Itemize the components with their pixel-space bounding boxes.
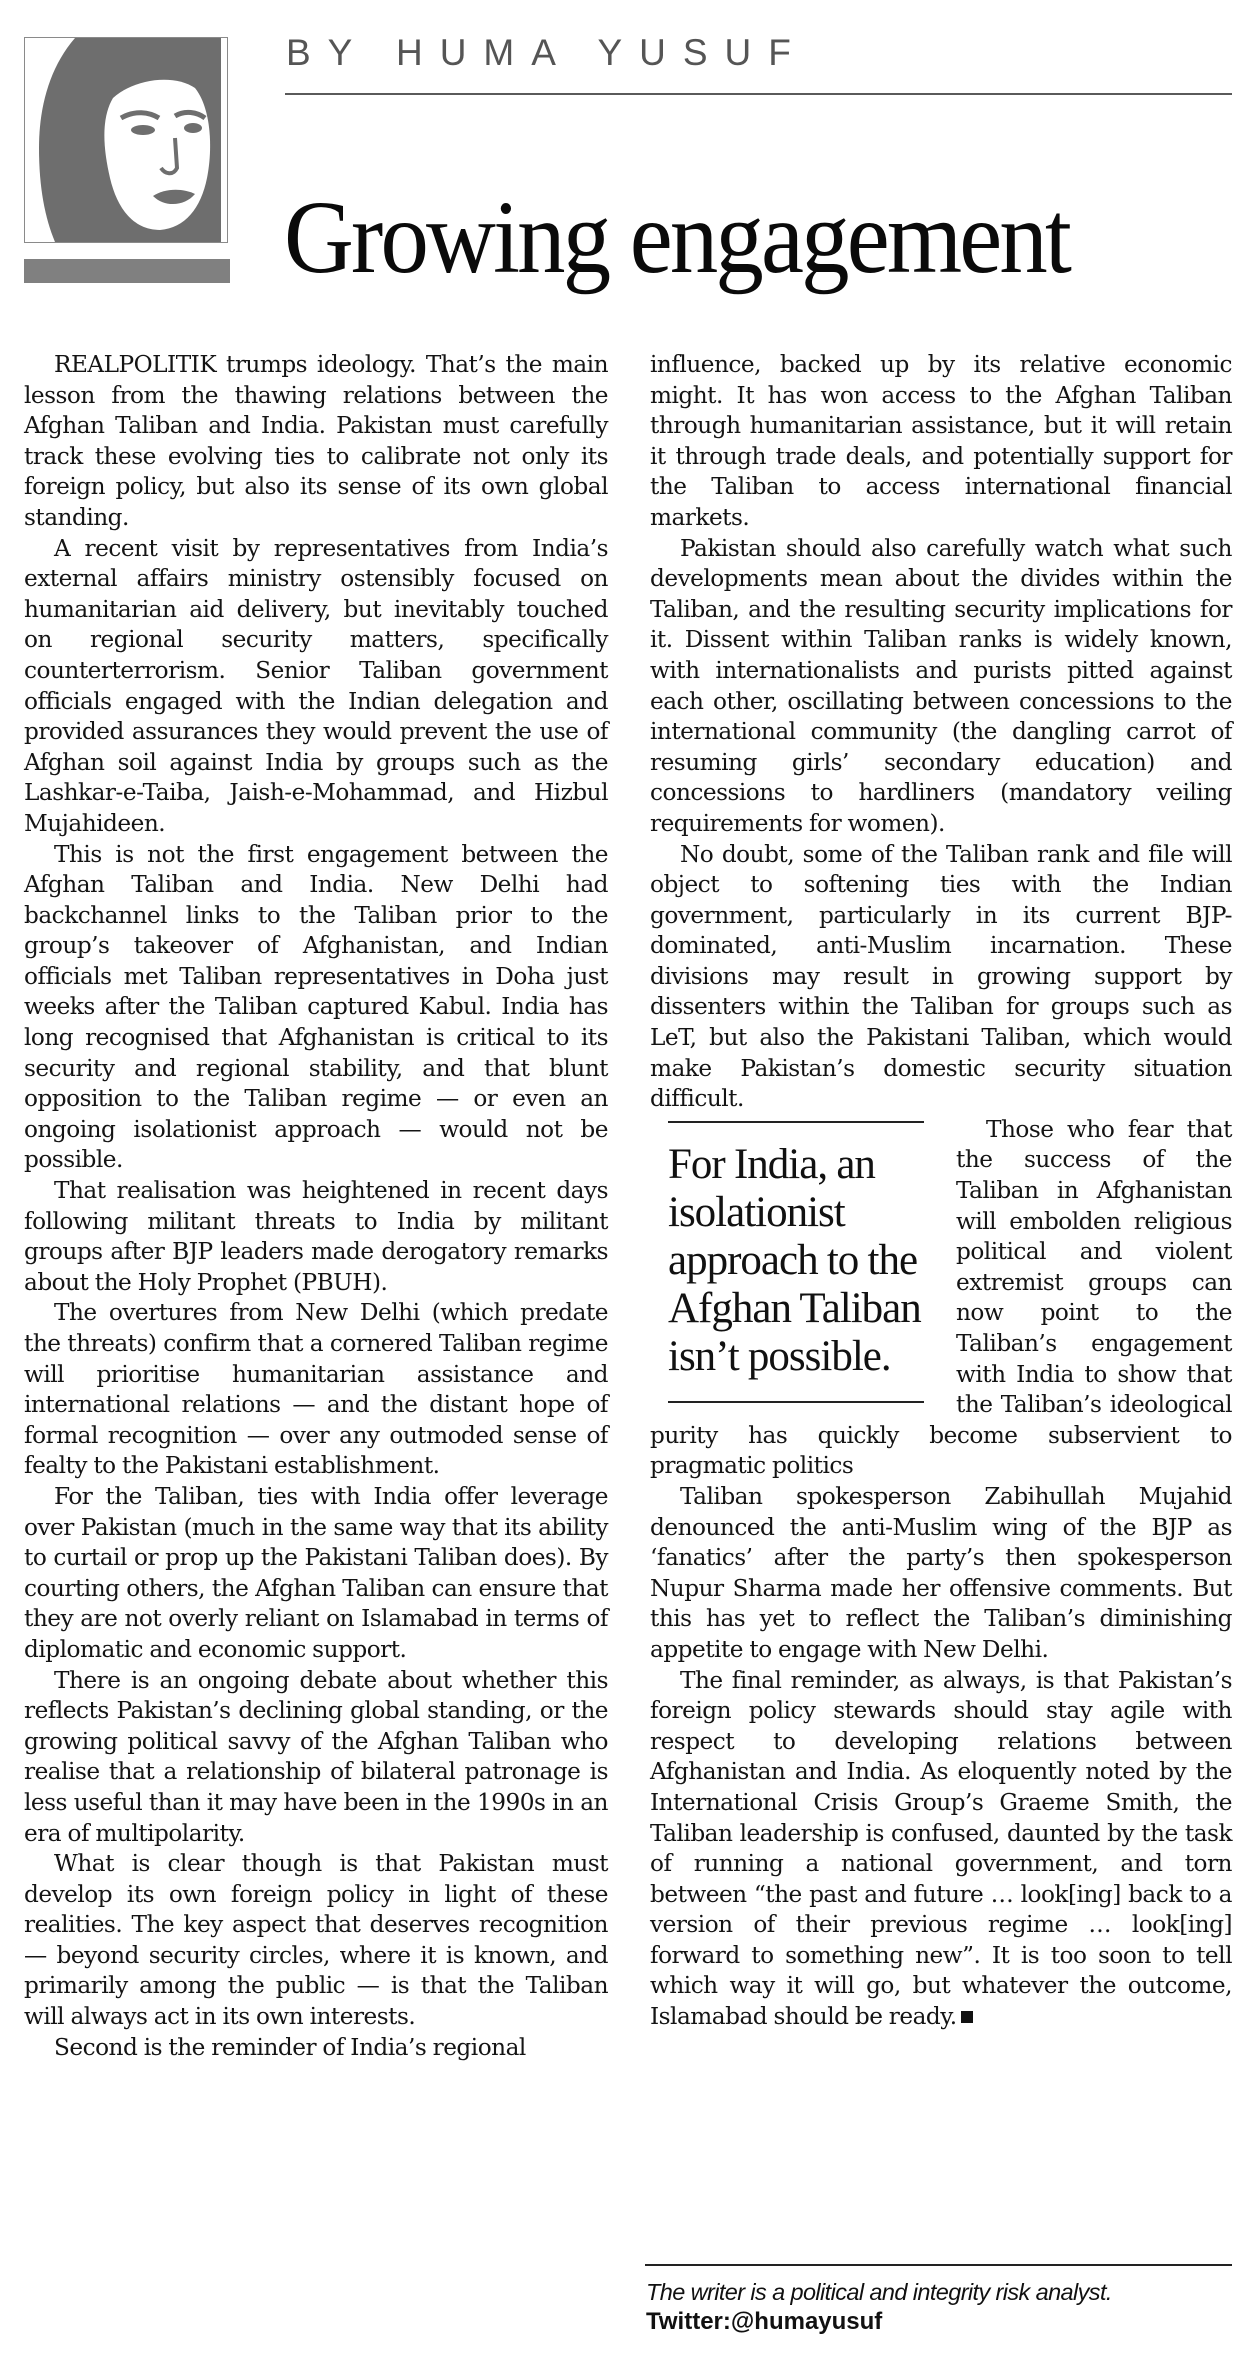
author-portrait xyxy=(24,37,228,243)
paragraph: This is not the first engagement between the Afghan Taliban and India. New Delhi had backchannel links to the Taliban prior to the group’s takeover of Afghanistan, and Indian officials met Taliban representatives in Doha just weeks after the Taliban captured Kabul. India has long recognised that Afghanistan is critical to its security and regional stability, and that blunt opposition to the Taliban regime — or even an ongoing isolationist approach — would not be possible. xyxy=(24,840,608,1174)
byline-divider xyxy=(285,93,1232,95)
paragraph: What is clear though is that Pakistan must develop its own foreign policy in light of these realities. The key aspect that deserves recognition — beyond security circles, where it is known, and primarily among the public — is that the Taliban will always act in its own interests. xyxy=(24,1850,608,2031)
article-column-right xyxy=(650,350,1232,2033)
paragraph: Pakistan should also carefully watch what such developments mean about the divides within the Taliban, and the resulting security implications for it. Dissent within Taliban ranks is widely known, with internationalists and purists pitted against each other, oscillating between concessions to the international community (the dangling carrot of resuming girls’ secondary education) and concessions to hardliners (mandatory veiling requirements for women). xyxy=(650,534,1232,837)
paragraph-text: No doubt, some of the Taliban rank and file will object to softening ties with the Indian government, particularly in its current BJP-dominated, anti-Muslim incarnation. These divisions may result in growing support by dissenters within the Taliban for groups such as LeT, but also the Pakistani Taliban, which would make Pakistan’s domestic security situation difficult. xyxy=(650,840,1232,1113)
paragraph: REALPOLITIK trumps ideology. That’s the main lesson from the thawing relations between the Afghan Taliban and India. Pakistan must carefully track these evolving ties to calibrate not only its foreign policy, but also its sense of its own global standing. xyxy=(24,351,608,531)
paragraph: That realisation was heightened in recent days following militant threats to India by militant groups after BJP leaders made derogatory remarks about the Holy Prophet (PBUH). xyxy=(24,1177,608,1296)
end-mark-icon xyxy=(961,2011,973,2023)
portrait-accent-bar xyxy=(24,259,230,283)
article-column-left xyxy=(24,350,608,2063)
footer-divider xyxy=(645,2264,1232,2266)
paragraph: Those who fear that the success of the Taliban in Afghanistan will embolden religious political and violent extremist groups can now point to the Taliban’s engagement with India to show that the Taliban’s ideological purity has quickly become subservient to pragmatic politics xyxy=(650,1115,1232,1480)
paragraph xyxy=(650,1666,1232,2033)
paragraph: Second is the reminder of India’s regional xyxy=(54,2033,526,2061)
paragraph-continued: influence, backed up by its relative economic might. It has won access to the Afghan Taliban through humanitarian assistance, but it will retain it through trade deals, and potentially support for the Taliban to access international financial markets. xyxy=(650,351,1232,531)
headline: Growing engagement xyxy=(284,180,1070,295)
author-portrait-icon xyxy=(25,38,227,242)
pull-quote: For India, an isolationist approach to the Afghan Taliban isn’t possible. xyxy=(668,1140,921,1380)
paragraph-text: The final reminder, as always, is that Pakistan’s foreign policy stewards should stay agile with respect to developing relations between Afghanistan and India. As eloquently noted by the International Crisis Group’s Graeme Smith, the Taliban leadership is confused, daunted by the task of running a national government, and torn between “the past and future … look[ing] back to a version of their previous regime … look[ing] forward to something new”. It is too soon to tell which way it will go, but whatever the outcome, Islamabad should be ready. xyxy=(650,1666,1232,2031)
paragraph: A recent visit by representatives from India’s external affairs ministry ostensibly focused on humanitarian aid delivery, but inevitably touched on regional security matters, specifically counterterrorism. Senior Taliban government officials engaged with the Indian delegation and provided assurances they would prevent the use of Afghan soil against India by groups such as the Lashkar-e-Taiba, Jaish-e-Mohammad, and Hizbul Mujahideen. xyxy=(24,534,608,837)
author-twitter-handle[interactable]: Twitter:@humayusuf xyxy=(646,2308,883,2335)
author-bio: The writer is a political and integrity risk analyst. xyxy=(646,2279,1112,2305)
paragraph: There is an ongoing debate about whether this reflects Pakistan’s declining global standing, or the growing political savvy of the Afghan Taliban who realise that a relationship of bilateral patronage is less useful than it may have been in the 1990s in an era of multipolarity. xyxy=(24,1666,608,1847)
pull-quote-bottom-rule xyxy=(668,1401,924,1403)
pull-quote-box xyxy=(650,1121,928,1403)
paragraph xyxy=(650,840,1232,1115)
paragraph: Taliban spokesperson Zabihullah Mujahid denounced the anti-Muslim wing of the BJP as ‘fanatics’ after the party’s then spokesperson Nupur Sharma made her offensive comments. But this has yet to reflect the Taliban’s diminishing appetite to engage with New Delhi. xyxy=(650,1482,1232,1663)
paragraph: The overtures from New Delhi (which predate the threats) confirm that a cornered Taliban regime will prioritise humanitarian assistance and international relations — and the distant hope of formal recognition — over any outmoded sense of fealty to the Pakistani establishment. xyxy=(24,1299,608,1480)
byline: BY HUMA YUSUF xyxy=(286,32,808,73)
paragraph: For the Taliban, ties with India offer leverage over Pakistan (much in the same way that its ability to curtail or prop up the Pakistani Taliban does). By courting others, the Afghan Taliban can ensure that they are not overly reliant on Islamabad in terms of diplomatic and economic support. xyxy=(24,1482,608,1663)
